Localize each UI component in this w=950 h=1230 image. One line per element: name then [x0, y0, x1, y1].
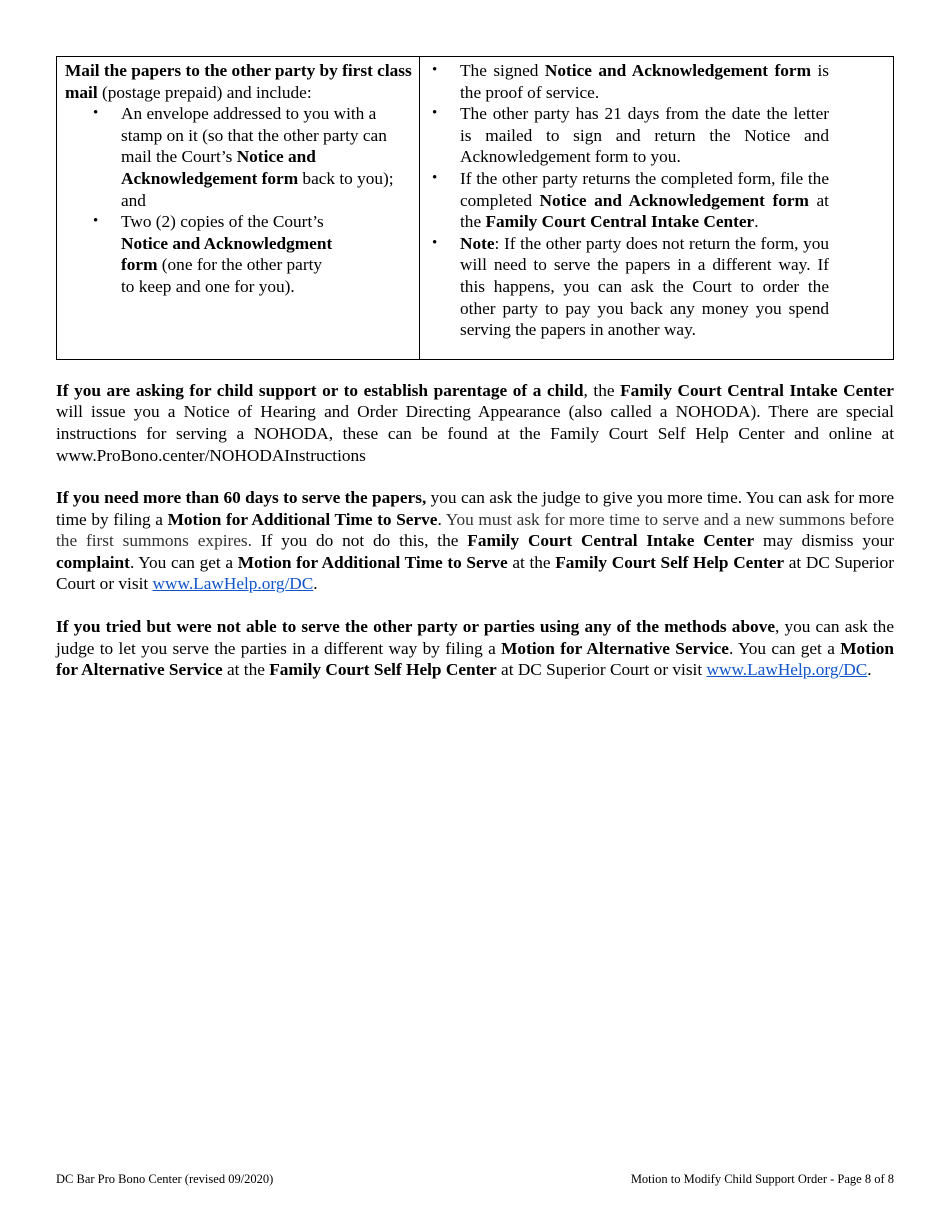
service-method-table — [56, 56, 894, 360]
footer-right: Motion to Modify Child Support Order - Page 8 of 8 — [630, 1172, 894, 1186]
footer-left: DC Bar Pro Bono Center (revised 09/2020) — [56, 1172, 274, 1186]
list-item: • The signed Notice and Acknowledgement form is the proof of service. — [460, 60, 829, 103]
alternative-service-paragraph: If you tried but were not able to serve the other party or parties using any of the methods above, you can ask the judge to let you serve the parties in a different way by filing a Motion for Alternative Service. You can get a Motion for Alternative Service at the Family Court Self Help Center at DC Superior Court or visit www.LawHelp.org/DC. — [56, 617, 895, 680]
list-item: • An envelope addressed to you with a stamp on it (so that the other party can mail the Court’s Notice and Acknowledgement form back to you); and — [121, 103, 413, 211]
method-cell — [57, 57, 420, 360]
list-item: • Note: If the other party does not return the form, you will need to serve the papers in a different way. If this happens, you can ask the Court to order the other party to pay you back any money you spend serving the papers in another way. — [460, 233, 829, 341]
table-row — [57, 57, 894, 360]
method-intro: Mail the papers to the other party by first class mail (postage prepaid) and include: — [65, 61, 412, 102]
additional-time-paragraph: If you need more than 60 days to serve the papers, you can ask the judge to give you more time. You can ask for more time by filing a Motion for Additional Time to Serve. You must ask for more time to serve and a new summons before the first summons expires. If you do not do this, the Family Court Central Intake Center may dismiss your complaint. You can get a Motion for Additional Time to Serve at the Family Court Self Help Center at DC Superior Court or visit www.LawHelp.org/DC. — [56, 488, 895, 594]
lawhelp-link[interactable]: www.LawHelp.org/DC — [152, 574, 314, 594]
list-item: • The other party has 21 days from the date the letter is mailed to sign and return the Notice and Acknowledgement form to you. — [460, 103, 829, 168]
method-intro-bold: Mail the papers to the other party by first class mail — [65, 61, 412, 102]
proof-cell — [420, 57, 894, 360]
method-list — [121, 103, 413, 297]
nohoda-paragraph: If you are asking for child support or to establish parentage of a child, the Family Court Central Intake Center will issue you a Notice of Hearing and Order Directing Appearance (also called a NOHODA). There are special instructions for serving a NOHODA, these can be found at the Family Court Self Help Center and online at www.ProBono.center/NOHODAInstructions — [56, 380, 894, 465]
list-item: • Two (2) copies of the Court’s Notice and Acknowledgment form (one for the other party to keep and one for you). — [121, 211, 413, 297]
lawhelp-link[interactable]: www.LawHelp.org/DC — [706, 660, 868, 680]
list-item: • If the other party returns the completed form, file the completed Notice and Acknowledgement form at the Family Court Central Intake Center. — [460, 168, 829, 233]
proof-list — [460, 60, 829, 341]
document-page — [56, 56, 894, 681]
